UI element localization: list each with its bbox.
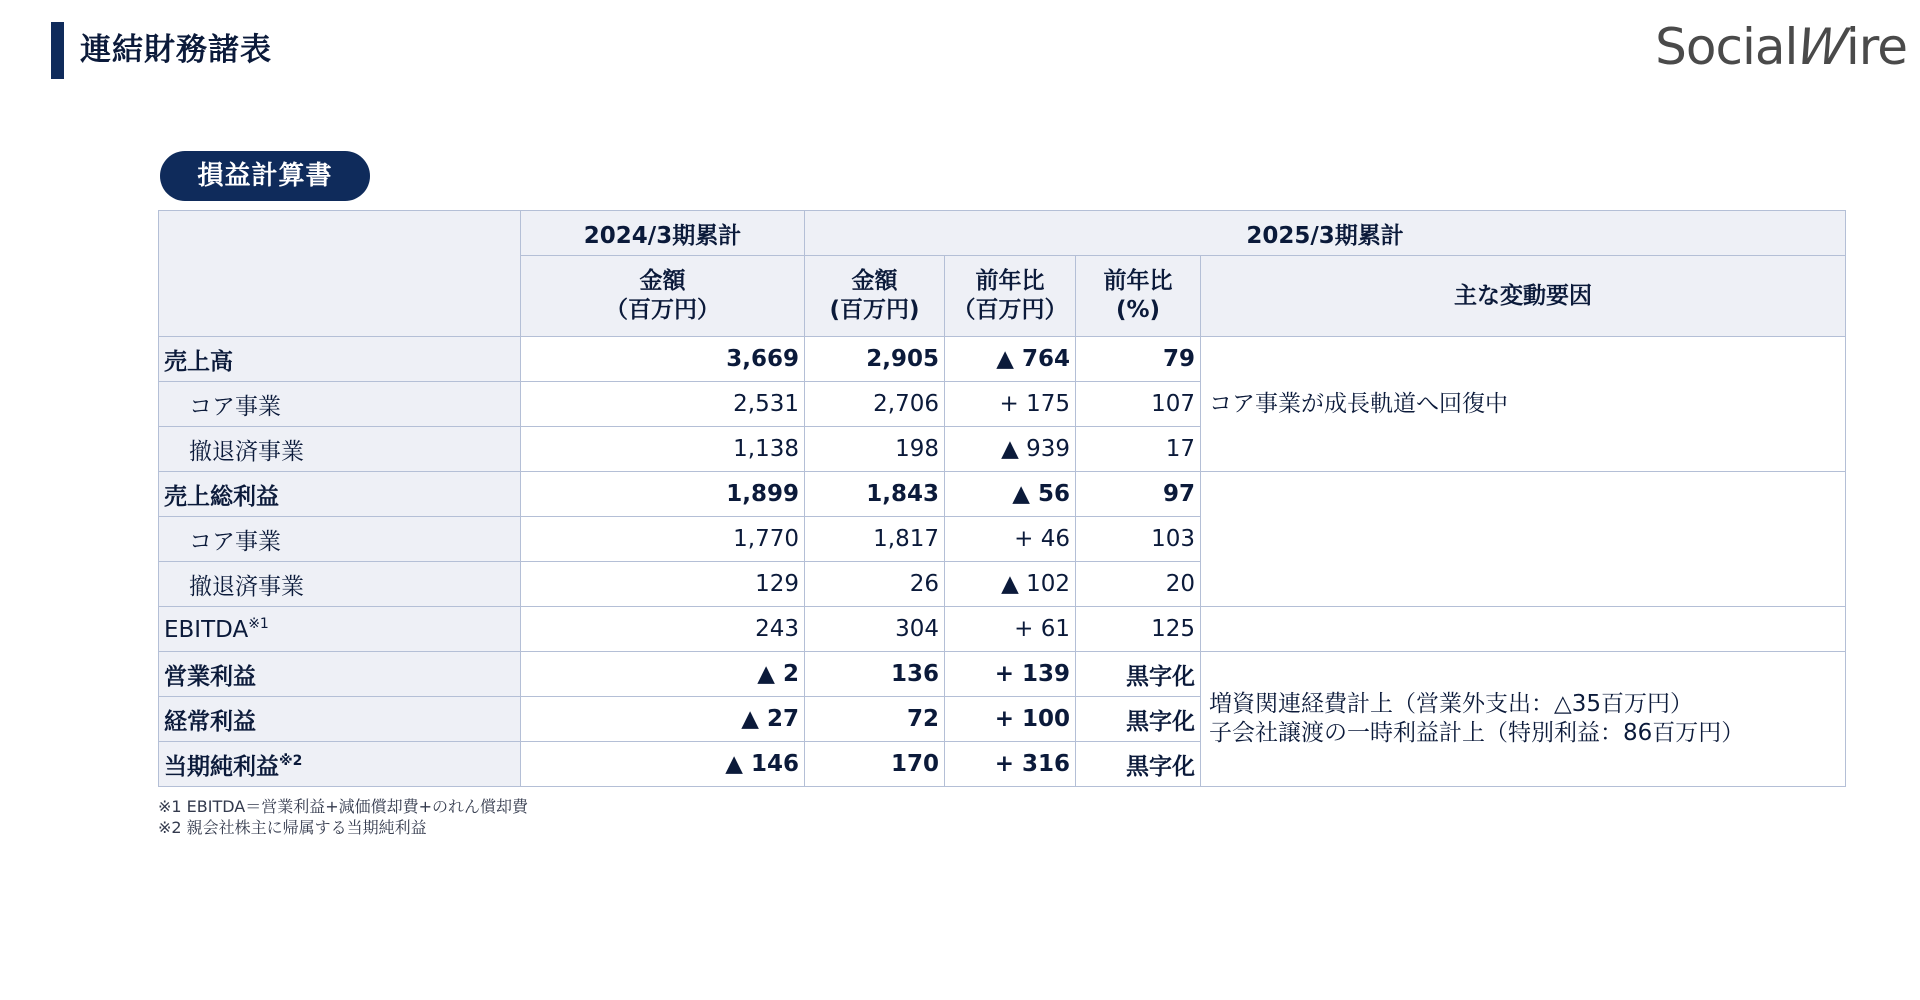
cell-yoy: + 139 [945, 652, 1076, 697]
cell-prev: ▲ 2 [521, 652, 805, 697]
footnote-2: ※2 親会社株主に帰属する当期純利益 [158, 818, 427, 837]
header-yoy-pct-line1: 前年比 [1103, 268, 1173, 294]
cell-curr: 304 [805, 607, 945, 652]
cell-pct: 20 [1076, 562, 1201, 607]
row-label: 撤退済事業 [159, 562, 521, 607]
row-label: 営業利益 [159, 652, 521, 697]
table-row [159, 607, 1846, 652]
cell-prev: ▲ 146 [521, 742, 805, 787]
cell-prev: 1,899 [521, 472, 805, 517]
cell-yoy: + 46 [945, 517, 1076, 562]
cell-pct: 黒字化 [1076, 742, 1201, 787]
footnotes [158, 796, 528, 838]
header-yoy-pct [1076, 256, 1201, 337]
row-label-net-income [159, 742, 521, 787]
header-yoy [945, 256, 1076, 337]
header-yoy-pct-line2: (%) [1115, 297, 1161, 323]
cell-yoy: ▲ 764 [945, 337, 1076, 382]
header-yoy-line1: 前年比 [975, 268, 1045, 294]
cell-curr: 72 [805, 697, 945, 742]
header-blank-cell [159, 211, 521, 337]
cell-pct: 79 [1076, 337, 1201, 382]
section-label-badge: 損益計算書 [160, 151, 370, 201]
reason-sales: コア事業が成長軌道へ回復中 [1201, 337, 1846, 472]
reason-profit-line2: 子会社譲渡の一時利益計上（特別利益：86百万円） [1209, 720, 1745, 746]
reason-profit [1201, 652, 1846, 787]
cell-pct: 103 [1076, 517, 1201, 562]
cell-prev: 2,531 [521, 382, 805, 427]
cell-curr: 26 [805, 562, 945, 607]
footnote-marker: ※1 [248, 615, 269, 632]
table-header-row-periods [159, 211, 1846, 256]
row-label: 撤退済事業 [159, 427, 521, 472]
cell-curr: 170 [805, 742, 945, 787]
row-label: コア事業 [159, 382, 521, 427]
header-amount-prev [521, 256, 805, 337]
cell-yoy: ▲ 102 [945, 562, 1076, 607]
table-row [159, 472, 1846, 517]
cell-yoy: ▲ 56 [945, 472, 1076, 517]
cell-yoy: + 61 [945, 607, 1076, 652]
cell-curr: 2,905 [805, 337, 945, 382]
footnote-marker: ※2 [279, 752, 303, 769]
cell-yoy: + 316 [945, 742, 1076, 787]
cell-curr: 1,843 [805, 472, 945, 517]
cell-curr: 198 [805, 427, 945, 472]
cell-prev: 3,669 [521, 337, 805, 382]
cell-prev: 1,770 [521, 517, 805, 562]
cell-pct: 黒字化 [1076, 652, 1201, 697]
row-label: 経常利益 [159, 697, 521, 742]
reason-ebitda-empty [1201, 607, 1846, 652]
cell-yoy: + 175 [945, 382, 1076, 427]
header-amount-curr [805, 256, 945, 337]
cell-yoy: + 100 [945, 697, 1076, 742]
header-period-prev: 2024/3期累計 [521, 211, 805, 256]
row-label: 売上高 [159, 337, 521, 382]
reason-profit-line1: 増資関連経費計上（営業外支出：△35百万円） [1209, 691, 1693, 717]
table-row [159, 652, 1846, 697]
header-amount-prev-line1: 金額 [639, 268, 686, 294]
cell-pct: 97 [1076, 472, 1201, 517]
row-label-text: EBITDA [164, 616, 249, 643]
company-logo: SocialWire [1655, 18, 1907, 76]
cell-curr: 2,706 [805, 382, 945, 427]
cell-prev: 243 [521, 607, 805, 652]
title-accent-bar [51, 22, 64, 79]
header-amount-curr-line2: (百万円) [829, 297, 920, 323]
cell-pct: 107 [1076, 382, 1201, 427]
cell-pct: 125 [1076, 607, 1201, 652]
row-label-text: 当期純利益 [164, 753, 279, 780]
table-row [159, 337, 1846, 382]
header-reason: 主な変動要因 [1201, 256, 1846, 337]
header-yoy-line2: （百万円） [952, 297, 1068, 323]
page-title: 連結財務諸表 [80, 32, 272, 68]
row-label: 売上総利益 [159, 472, 521, 517]
cell-pct: 17 [1076, 427, 1201, 472]
cell-pct: 黒字化 [1076, 697, 1201, 742]
cell-curr: 1,817 [805, 517, 945, 562]
cell-prev: 1,138 [521, 427, 805, 472]
cell-prev: ▲ 27 [521, 697, 805, 742]
header-amount-curr-line1: 金額 [851, 268, 898, 294]
cell-yoy: ▲ 939 [945, 427, 1076, 472]
header-period-curr: 2025/3期累計 [805, 211, 1846, 256]
reason-gross-profit-empty [1201, 472, 1846, 607]
cell-curr: 136 [805, 652, 945, 697]
header-amount-prev-line2: （百万円） [605, 297, 720, 323]
footnote-1: ※1 EBITDA＝営業利益+減価償却費+のれん償却費 [158, 797, 529, 816]
income-statement-table [158, 210, 1846, 787]
row-label-ebitda [159, 607, 521, 652]
row-label: コア事業 [159, 517, 521, 562]
cell-prev: 129 [521, 562, 805, 607]
